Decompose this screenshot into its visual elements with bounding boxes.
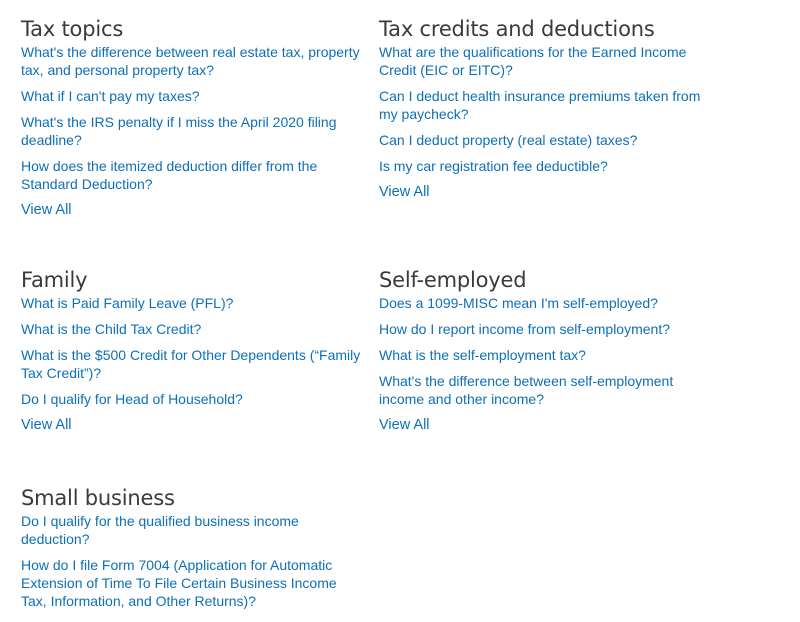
link-self-employment-tax[interactable]: What is the self-employment tax? [379, 347, 586, 363]
link-credit-other-dependents[interactable]: What is the $500 Credit for Other Dependents (“Family Tax Credit”)? [21, 347, 361, 381]
list-item [379, 346, 719, 364]
list-item [21, 294, 361, 312]
list-item [21, 512, 361, 548]
link-list-tax-topics [21, 43, 361, 193]
list-item [21, 390, 361, 408]
list-item [21, 113, 361, 149]
link-cant-pay-taxes[interactable]: What if I can't pay my taxes? [21, 88, 200, 104]
list-item [379, 294, 719, 312]
section-tax-topics [21, 17, 361, 219]
list-item [21, 320, 361, 338]
link-paid-family-leave[interactable]: What is Paid Family Leave (PFL)? [21, 295, 234, 311]
link-head-of-household[interactable]: Do I qualify for Head of Household? [21, 391, 243, 407]
section-family [21, 268, 361, 434]
list-item [379, 87, 719, 123]
link-real-estate-vs-property-tax[interactable]: What's the difference between real estate tax, property tax, and personal property tax? [21, 44, 360, 78]
list-item [379, 372, 719, 408]
link-list-tax-credits-deductions [379, 43, 719, 175]
section-tax-credits-deductions [379, 17, 719, 201]
link-irs-penalty-deadline[interactable]: What's the IRS penalty if I miss the April 2020 filing deadline? [21, 114, 337, 148]
section-title-family: Family [21, 268, 88, 292]
link-list-self-employed [379, 294, 719, 408]
list-item [21, 556, 361, 610]
view-all-self-employed[interactable]: View All [379, 417, 430, 433]
link-form-7004[interactable]: How do I file Form 7004 (Application for Automatic Extension of Time To File Certain Business Income Tax, Information, and Other Returns)? [21, 557, 337, 609]
link-deduct-property-taxes[interactable]: Can I deduct property (real estate) taxes? [379, 132, 638, 148]
section-title-self-employed: Self-employed [379, 268, 527, 292]
section-small-business [21, 486, 361, 618]
link-health-insurance-premiums[interactable]: Can I deduct health insurance premiums taken from my paycheck? [379, 88, 701, 122]
link-self-employment-vs-other-income[interactable]: What's the difference between self-employment income and other income? [379, 373, 674, 407]
link-child-tax-credit[interactable]: What is the Child Tax Credit? [21, 321, 202, 337]
link-itemized-vs-standard[interactable]: How does the itemized deduction differ from the Standard Deduction? [21, 158, 318, 192]
section-title-tax-credits-deductions: Tax credits and deductions [379, 17, 655, 41]
list-item [379, 131, 719, 149]
view-all-tax-credits-deductions[interactable]: View All [379, 184, 430, 200]
list-item [379, 43, 719, 79]
list-item [21, 87, 361, 105]
list-item [21, 157, 361, 193]
list-item [379, 320, 719, 338]
list-item [21, 346, 361, 382]
section-self-employed [379, 268, 719, 434]
view-all-family[interactable]: View All [21, 417, 72, 433]
view-all-tax-topics[interactable]: View All [21, 202, 72, 218]
link-list-family [21, 294, 361, 408]
list-item [21, 43, 361, 79]
list-item [379, 157, 719, 175]
section-title-small-business: Small business [21, 486, 175, 510]
link-report-self-employment-income[interactable]: How do I report income from self-employment? [379, 321, 670, 337]
link-qbi-deduction[interactable]: Do I qualify for the qualified business income deduction? [21, 513, 299, 547]
link-car-registration-fee[interactable]: Is my car registration fee deductible? [379, 158, 608, 174]
link-eic-qualifications[interactable]: What are the qualifications for the Earned Income Credit (EIC or EITC)? [379, 44, 687, 78]
link-list-small-business [21, 512, 361, 610]
section-title-tax-topics: Tax topics [21, 17, 124, 41]
link-1099-misc[interactable]: Does a 1099-MISC mean I'm self-employed? [379, 295, 658, 311]
